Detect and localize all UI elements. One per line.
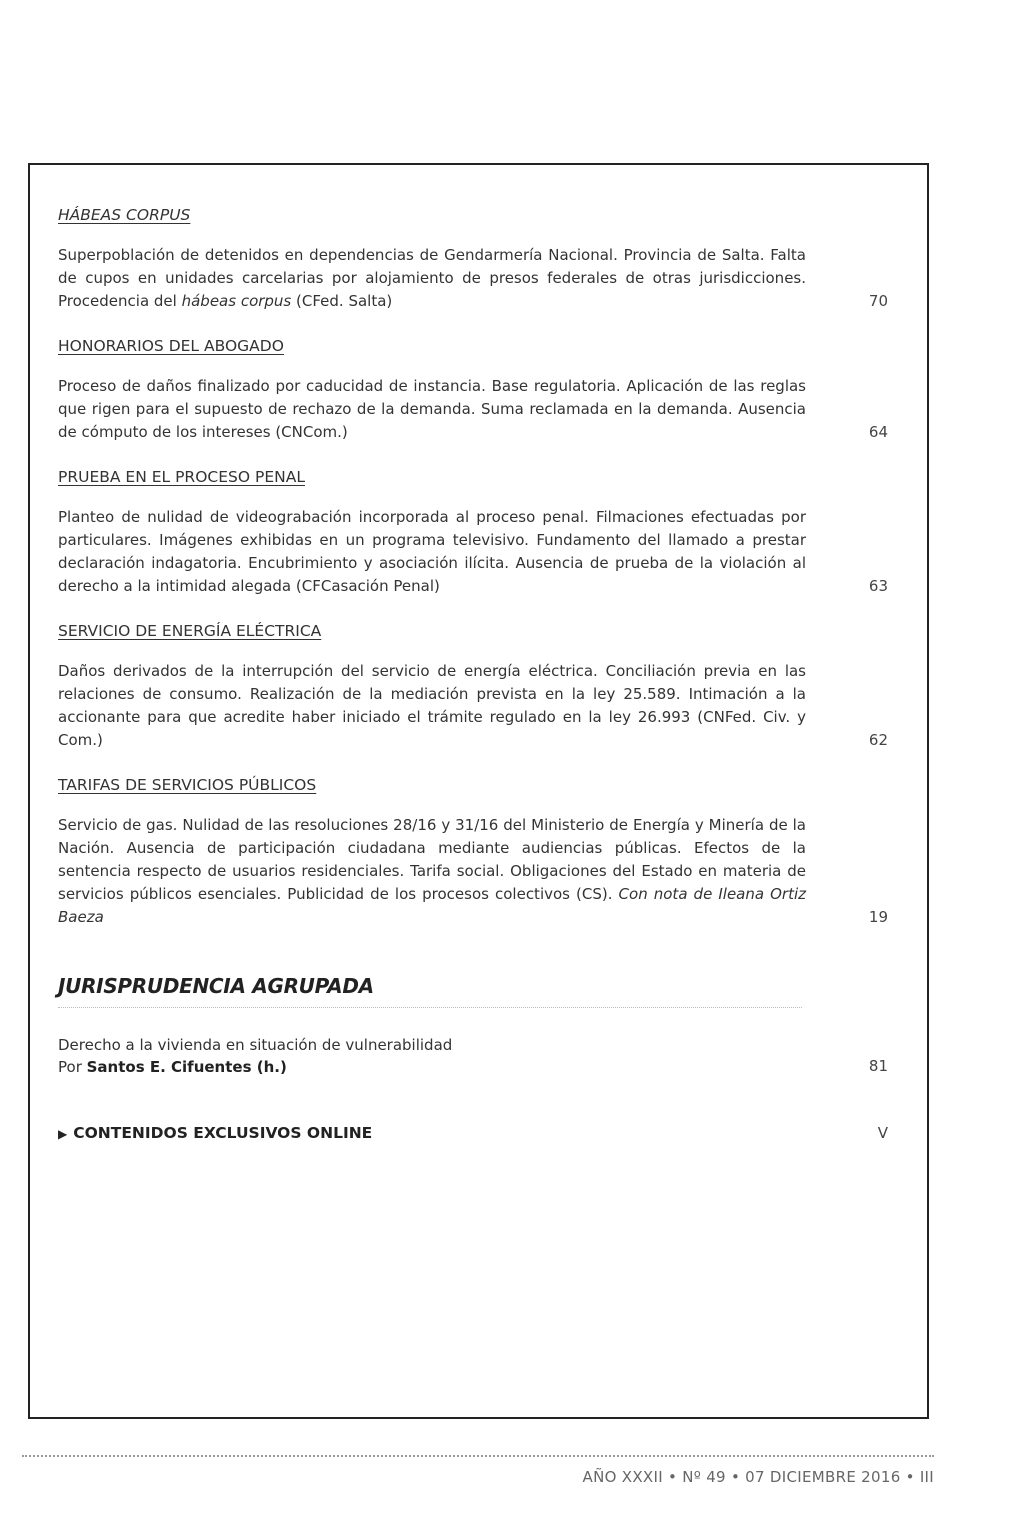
entry-text: Servicio de gas. Nulidad de las resoluciones 28/16 y 31/16 del Ministerio de Energía y Minería de la Nación. Ausencia de participación ciudadana mediante audiencias públicas. Efectos de la sentencia respecto de usuarios residenciales. Tarifa social. Obligaciones del Estado en materia de servicios públicos esenciales. Publicidad de los procesos colectivos (CS). Con nota de Ileana Ortiz Baeza: [58, 816, 807, 926]
entry-text-emphasis: Con nota de Ileana Ortiz Baeza: [58, 885, 807, 926]
page-number[interactable]: 62: [868, 731, 888, 749]
index-entry: [58, 506, 890, 598]
section-heading[interactable]: HONORARIOS DEL ABOGADO: [58, 337, 284, 355]
index-section-tarifas: [58, 770, 890, 929]
index-section-prueba: [58, 462, 890, 598]
page-number[interactable]: 64: [868, 423, 888, 441]
entry-text: Superpoblación de detenidos en dependencias de Gendarmería Nacional. Provincia de Salta. Falta de cupos en unidades carcelarias por alojamiento de presos federales de otras jurisdicciones. Procedencia del hábeas corpus (CFed. Salta): [58, 246, 806, 310]
online-contents-link[interactable]: [58, 1122, 890, 1145]
entry-text: Proceso de daños finalizado por caducidad de instancia. Base regulatoria. Aplicación de las reglas que rigen para el supuesto de rechazo de la demanda. Suma reclamada en la demanda. Ausencia de cómputo de los intereses (CNCom.): [58, 377, 806, 441]
page-number[interactable]: 19: [868, 908, 888, 926]
section-heading[interactable]: PRUEBA EN EL PROCESO PENAL: [58, 468, 305, 486]
page-number[interactable]: 63: [868, 577, 888, 595]
author-prefix: Por: [58, 1058, 87, 1076]
play-triangle-icon: ▶: [58, 1127, 68, 1141]
page-number[interactable]: V: [877, 1124, 888, 1142]
section-heading[interactable]: HÁBEAS CORPUS: [58, 206, 191, 224]
entry-text: Daños derivados de la interrupción del servicio de energía eléctrica. Conciliación previa en las relaciones de consumo. Realización de la mediación prevista en la ley 25.589. Intimación a la accionante para que acredite haber iniciado el trámite regulado en la ley 26.993 (CNFed. Civ. y Com.): [58, 662, 806, 749]
index-section-energia: [58, 616, 890, 752]
online-contents-label: CONTENIDOS EXCLUSIVOS ONLINE: [73, 1124, 373, 1142]
grouped-subtitle[interactable]: Derecho a la vivienda en situación de vulnerabilidad: [58, 1036, 453, 1054]
page-footer: AÑO XXXII • Nº 49 • 07 DICIEMBRE 2016 • III: [582, 1468, 934, 1486]
page-number[interactable]: 81: [868, 1057, 888, 1075]
dotted-divider: [58, 1007, 802, 1008]
section-heading[interactable]: TARIFAS DE SERVICIOS PÚBLICOS: [58, 776, 317, 794]
grouped-section-title: JURISPRUDENCIA AGRUPADA: [58, 974, 374, 998]
footer-divider: [22, 1455, 934, 1457]
entry-text: Planteo de nulidad de videograbación incorporada al proceso penal. Filmaciones efectuadas por particulares. Imágenes exhibidas en un programa televisivo. Fundamento del llamado a prestar declaración indagatoria. Encubrimiento y asociación ilícita. Ausencia de prueba de la violación al derecho a la intimidad alegada (CFCasación Penal): [58, 508, 806, 595]
index-entry: [58, 244, 890, 313]
entry-text-emphasis: hábeas corpus: [181, 292, 292, 310]
index-entry: [58, 660, 890, 752]
index-entry: [58, 375, 890, 444]
grouped-entry: [58, 1034, 890, 1078]
page-number[interactable]: 70: [868, 292, 888, 310]
section-heading[interactable]: SERVICIO DE ENERGÍA ELÉCTRICA: [58, 622, 322, 640]
author-name: Santos E. Cifuentes (h.): [86, 1058, 287, 1076]
grouped-author-line: [58, 1056, 890, 1078]
index-content: [58, 200, 890, 1145]
index-section-honorarios: [58, 331, 890, 444]
index-entry: [58, 814, 890, 929]
index-section-habeas-corpus: [58, 200, 890, 313]
